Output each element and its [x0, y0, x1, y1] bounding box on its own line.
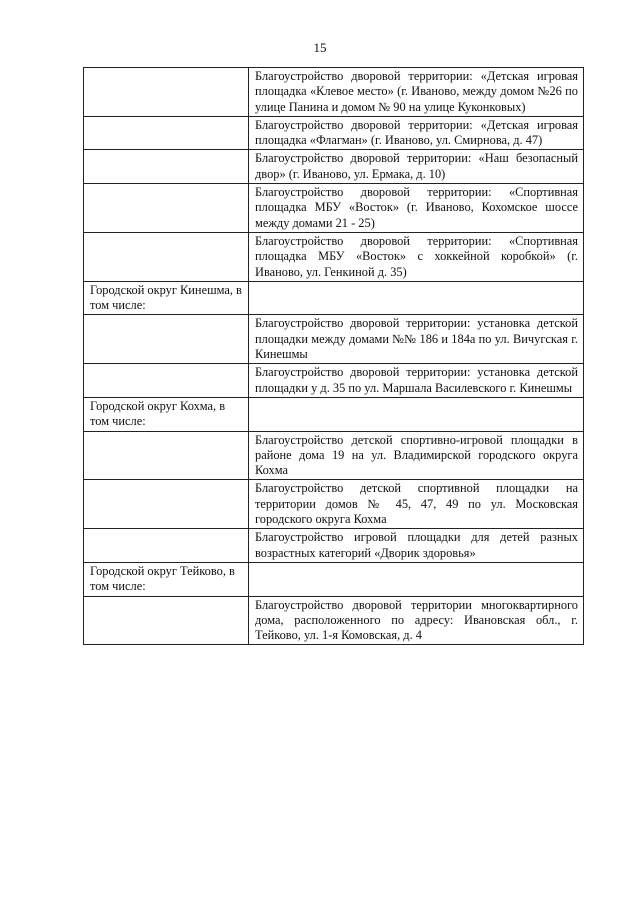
- municipality-cell: [84, 480, 249, 529]
- table-row: [84, 116, 584, 150]
- municipality-cell: Городской округ Тейково, в том числе:: [84, 562, 249, 596]
- project-cell: Благоустройство детской спортивно-игровой площадки в районе дома 19 на ул. Владимирской городского округа Кохма: [249, 431, 584, 480]
- municipality-cell: [84, 315, 249, 364]
- table-row: [84, 480, 584, 529]
- table-row: [84, 596, 584, 645]
- municipality-cell: [84, 364, 249, 398]
- project-cell: Благоустройство дворовой территории: «Детская игровая площадка «Флагман» (г. Иваново, ул. Смирнова, д. 47): [249, 116, 584, 150]
- project-cell: [249, 281, 584, 315]
- municipality-cell: [84, 116, 249, 150]
- table-row: [84, 232, 584, 281]
- table-row: [84, 184, 584, 233]
- table-row: [84, 364, 584, 398]
- page-number: 15: [313, 40, 327, 55]
- municipality-cell: Городской округ Кохма, в том числе:: [84, 397, 249, 431]
- municipality-cell: [84, 232, 249, 281]
- project-cell: Благоустройство игровой площадки для детей разных возрастных категорий «Дворик здоровья»: [249, 529, 584, 563]
- project-cell: [249, 397, 584, 431]
- section-row-teykovo: [84, 562, 584, 596]
- section-row-kineshma: [84, 281, 584, 315]
- municipality-cell: [84, 596, 249, 645]
- table-row: [84, 150, 584, 184]
- project-cell: [249, 562, 584, 596]
- project-cell: Благоустройство дворовой территории: «Спортивная площадка МБУ «Восток» (г. Иваново, Кохомское шоссе между домами 21 - 25): [249, 184, 584, 233]
- project-cell: Благоустройство дворовой территории: «Наш безопасный двор» (г. Иваново, ул. Ермака, д. 10): [249, 150, 584, 184]
- municipality-cell: [84, 529, 249, 563]
- project-cell: Благоустройство дворовой территории: установка детской площадки у д. 35 по ул. Маршала Василевского г. Кинешмы: [249, 364, 584, 398]
- project-cell: Благоустройство дворовой территории: «Детская игровая площадка «Клевое место» (г. Иваново, между домом №26 по улице Панина и домом № 90 на улице Куконковых): [249, 68, 584, 117]
- municipality-cell: [84, 68, 249, 117]
- project-cell: Благоустройство дворовой территории многоквартирного дома, расположенного по адресу: Ивановская обл., г. Тейково, ул. 1-я Комовская, д. 4: [249, 596, 584, 645]
- municipality-cell: [84, 150, 249, 184]
- section-row-kohma: [84, 397, 584, 431]
- table-row: [84, 431, 584, 480]
- projects-table: [83, 67, 584, 645]
- municipality-cell: [84, 431, 249, 480]
- table-row: [84, 68, 584, 117]
- project-cell: Благоустройство детской спортивной площадки на территории домов № 45, 47, 49 по ул. Московская городского округа Кохма: [249, 480, 584, 529]
- project-cell: Благоустройство дворовой территории: «Спортивная площадка МБУ «Восток» с хоккейной коробкой» (г. Иваново, ул. Генкиной д. 35): [249, 232, 584, 281]
- municipality-cell: [84, 184, 249, 233]
- municipality-cell: Городской округ Кинешма, в том числе:: [84, 281, 249, 315]
- project-cell: Благоустройство дворовой территории: установка детской площадки между домами №№ 186 и 184а по ул. Вичугская г. Кинешмы: [249, 315, 584, 364]
- table-row: [84, 315, 584, 364]
- table-row: [84, 529, 584, 563]
